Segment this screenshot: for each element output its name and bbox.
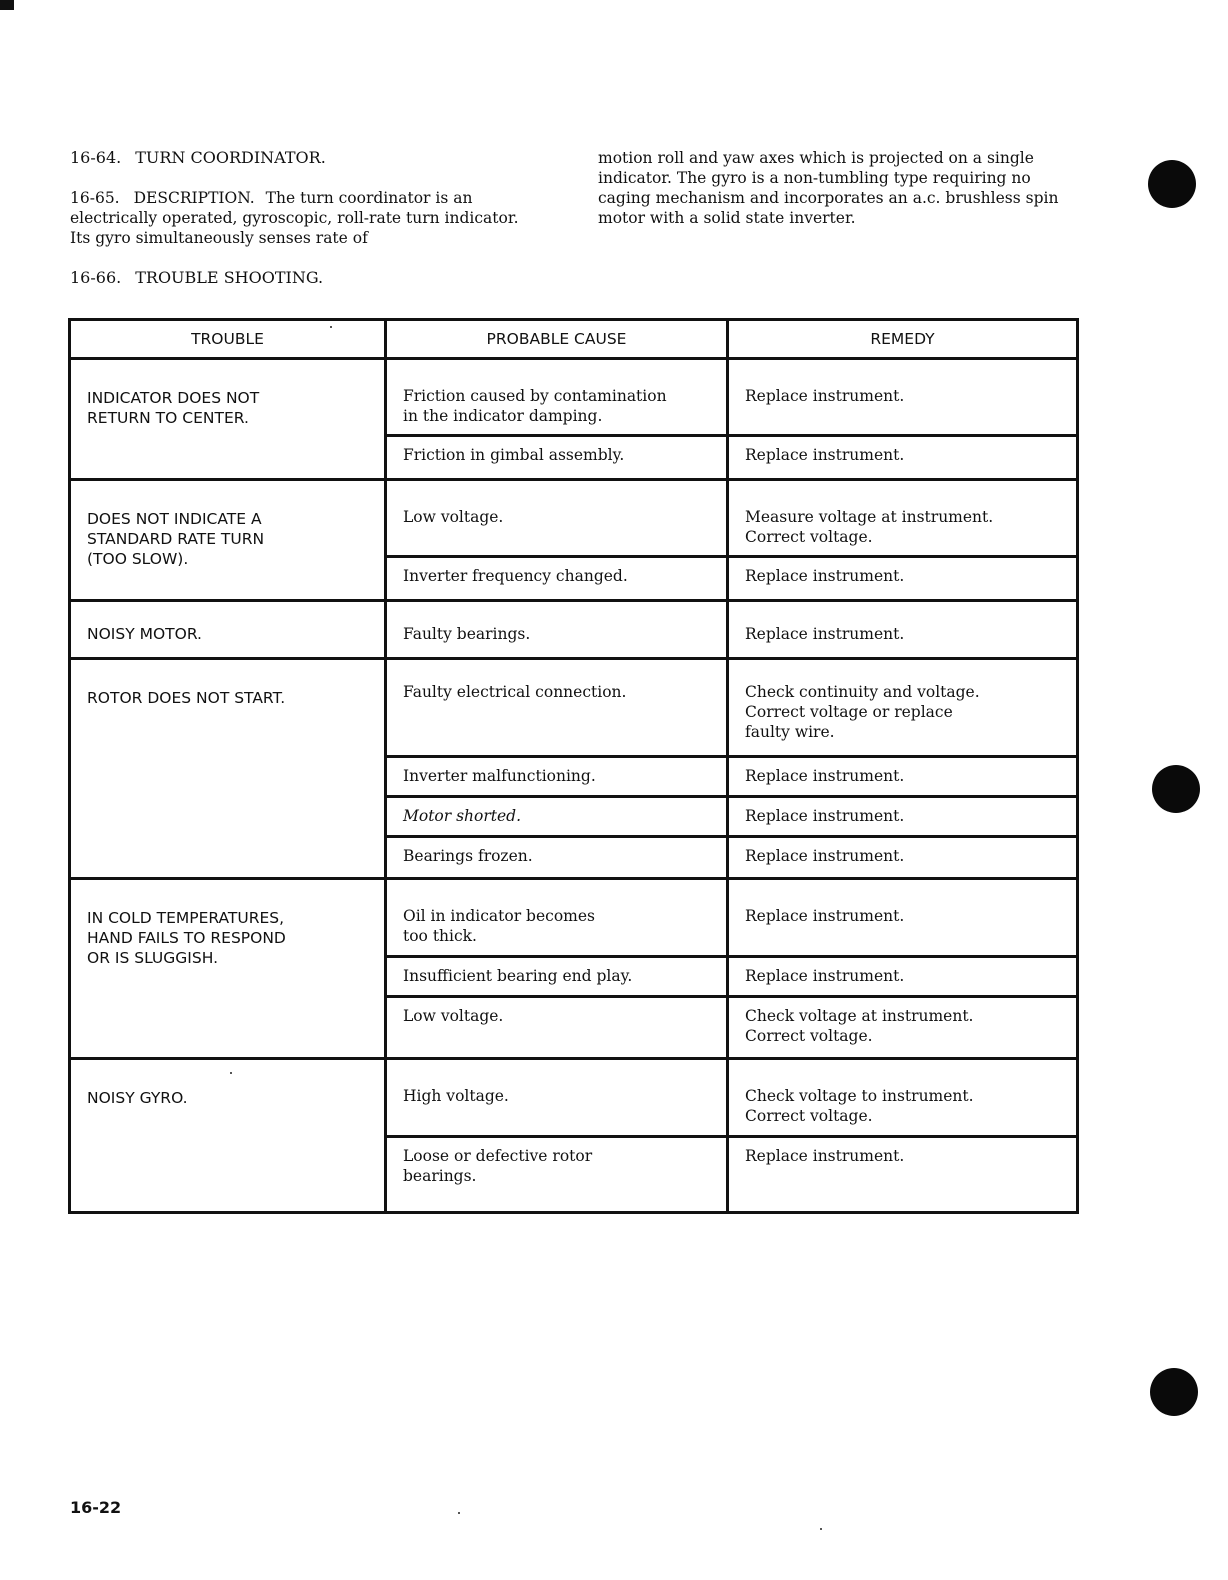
remedy-cell: Replace instrument. [728, 436, 1078, 480]
cause-cell: Low voltage. [386, 997, 728, 1059]
cause-cell: Motor shorted. [386, 797, 728, 837]
table-row [70, 659, 1078, 757]
section-heading-trouble-shooting [70, 268, 323, 288]
remedy-cell: Check continuity and voltage. Correct voltage or replace faulty wire. [728, 659, 1078, 757]
trouble-cell: NOISY GYRO. [70, 1059, 386, 1213]
remedy-cell: Replace instrument. [728, 957, 1078, 997]
binder-hole [1152, 765, 1200, 813]
section-number: 16-66. [70, 268, 122, 287]
trouble-cell: NOISY MOTOR. [70, 601, 386, 659]
table-header-row [70, 320, 1078, 359]
description-text-right: motion roll and yaw axes which is projected on a single indicator. The gyro is a non-tumbling type requiring no caging mechanism and incorporates an a.c. brushless spin motor with a solid state inverter. [598, 149, 1059, 227]
cause-cell: Inverter malfunctioning. [386, 757, 728, 797]
table-row [70, 879, 1078, 957]
trouble-cell: DOES NOT INDICATE A STANDARD RATE TURN (TOO SLOW). [70, 480, 386, 601]
header-remedy: REMEDY [728, 320, 1078, 359]
section-number: 16-65. [70, 189, 120, 207]
page-number: 16-22 [70, 1498, 122, 1517]
remedy-cell: Replace instrument. [728, 601, 1078, 659]
section-heading-turn-coordinator [70, 148, 326, 168]
remedy-cell: Replace instrument. [728, 1137, 1078, 1213]
cause-cell: Loose or defective rotor bearings. [386, 1137, 728, 1213]
description-paragraph-left [70, 188, 540, 248]
cause-cell: Friction in gimbal assembly. [386, 436, 728, 480]
remedy-cell: Replace instrument. [728, 797, 1078, 837]
remedy-cell: Measure voltage at instrument. Correct voltage. [728, 480, 1078, 557]
description-paragraph-right [598, 148, 1088, 228]
cause-cell: Low voltage. [386, 480, 728, 557]
cause-cell: Faulty bearings. [386, 601, 728, 659]
table-row [70, 480, 1078, 557]
cause-cell: Bearings frozen. [386, 837, 728, 879]
section-title: TURN COORDINATOR. [135, 148, 326, 167]
scan-speck [330, 326, 332, 328]
cause-cell: Oil in indicator becomes too thick. [386, 879, 728, 957]
remedy-cell: Replace instrument. [728, 557, 1078, 601]
scan-speck [820, 1528, 822, 1530]
trouble-cell: ROTOR DOES NOT START. [70, 659, 386, 879]
cause-cell: High voltage. [386, 1059, 728, 1137]
remedy-cell: Replace instrument. [728, 837, 1078, 879]
cause-cell: Friction caused by contamination in the indicator damping. [386, 359, 728, 436]
scan-speck [458, 1512, 460, 1514]
description-lead: DESCRIPTION. [133, 189, 255, 207]
binder-hole [1148, 160, 1196, 208]
remedy-cell: Replace instrument. [728, 757, 1078, 797]
remedy-cell: Check voltage at instrument. Correct voltage. [728, 997, 1078, 1059]
table-row [70, 1059, 1078, 1137]
header-probable-cause: PROBABLE CAUSE [386, 320, 728, 359]
corner-registration-mark [0, 0, 14, 10]
header-trouble: TROUBLE [70, 320, 386, 359]
table-row [70, 601, 1078, 659]
cause-cell: Faulty electrical connection. [386, 659, 728, 757]
remedy-cell: Replace instrument. [728, 879, 1078, 957]
remedy-cell: Check voltage to instrument. Correct voltage. [728, 1059, 1078, 1137]
trouble-cell: IN COLD TEMPERATURES, HAND FAILS TO RESPOND OR IS SLUGGISH. [70, 879, 386, 1059]
cause-cell: Insufficient bearing end play. [386, 957, 728, 997]
trouble-shooting-table [68, 318, 1079, 1214]
scan-speck [230, 1072, 232, 1074]
section-number: 16-64. [70, 148, 122, 167]
table-row [70, 359, 1078, 436]
description-text-left: The turn coordinator is an electrically operated, gyroscopic, roll-rate turn indicator. Its gyro simultaneously senses rate of [70, 189, 519, 247]
cause-cell: Inverter frequency changed. [386, 557, 728, 601]
trouble-cell: INDICATOR DOES NOT RETURN TO CENTER. [70, 359, 386, 480]
remedy-cell: Replace instrument. [728, 359, 1078, 436]
section-title: TROUBLE SHOOTING. [135, 268, 324, 287]
binder-hole [1150, 1368, 1198, 1416]
